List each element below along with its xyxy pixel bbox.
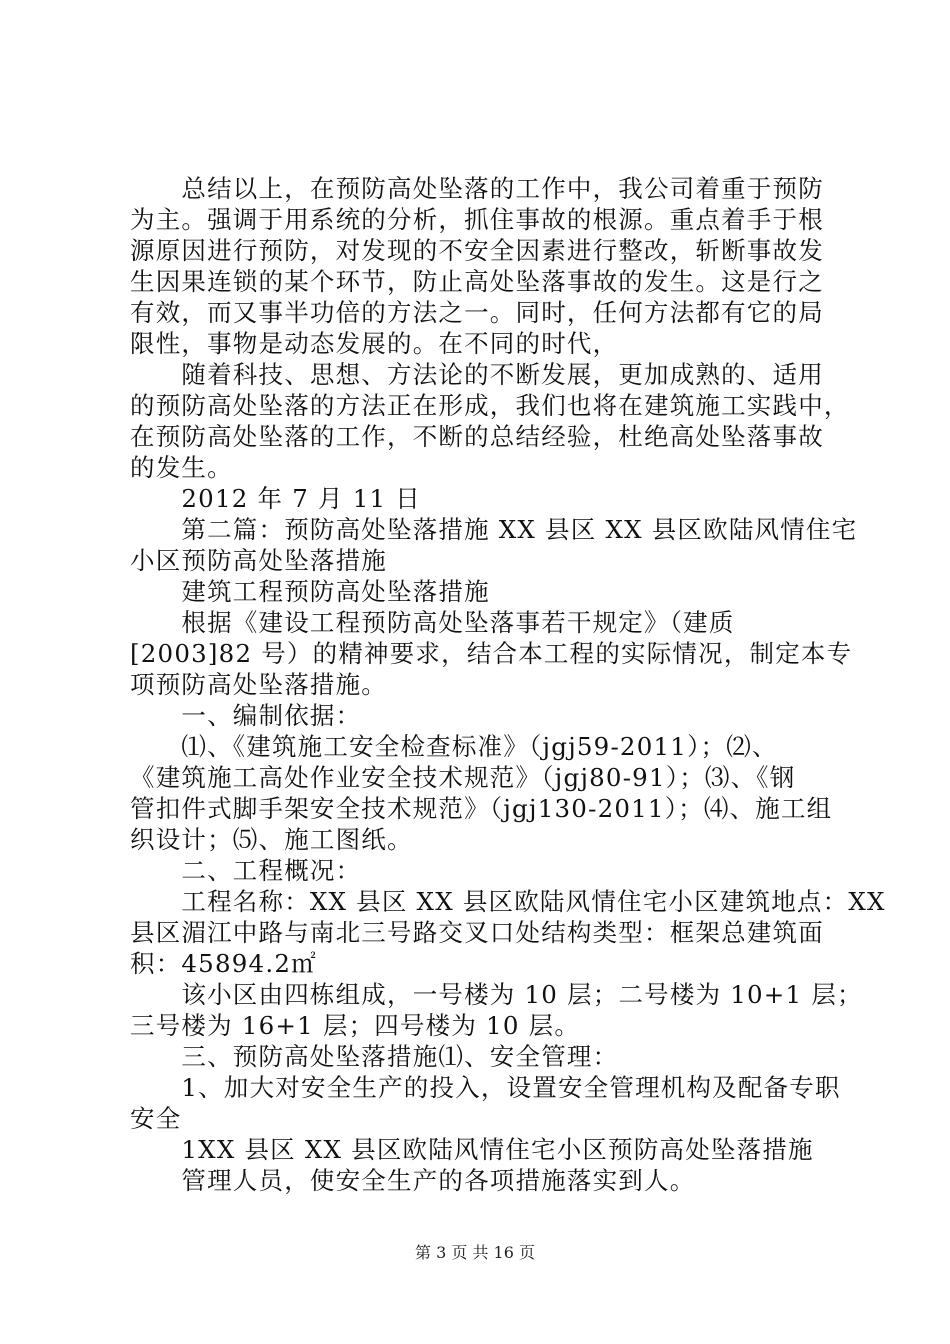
text-line: 在预防高处坠落的工作，不断的总结经验，杜绝高处坠落事故 [130, 422, 824, 451]
text-line: [2003]82 号）的精神要求，结合本工程的实际情况，制定本专 [130, 639, 853, 668]
text-line: 三号楼为 16+1 层；四号楼为 10 层。 [130, 1011, 581, 1040]
text-line: 织设计；⑸、施工图纸。 [130, 825, 413, 854]
text-line: 该小区由四栋组成，一号楼为 10 层；二号楼为 10+1 层； [130, 980, 863, 1009]
text-line: 生因果连锁的某个环节，防止高处坠落事故的发生。这是行之 [130, 267, 824, 296]
section-heading: 小区预防高处坠落措施 [130, 546, 387, 575]
text-line: 限性，事物是动态发展的。在不同的时代， [130, 329, 619, 358]
text-line: 总结以上，在预防高处坠落的工作中，我公司着重于预防 [130, 174, 824, 203]
list-heading: 二、工程概况： [130, 856, 362, 885]
text-line: 根据《建设工程预防高处坠落事若干规定》（建质 [130, 608, 735, 637]
text-line: 管扣件式脚手架安全技术规范》（jgj130-2011）；⑷、施工组 [130, 794, 833, 823]
text-line: 积：45894.2㎡ [130, 949, 317, 978]
text-line: 1XX 县区 XX 县区欧陆风情住宅小区预防高处坠落措施 [130, 1135, 814, 1164]
text-line: 工程名称：XX 县区 XX 县区欧陆风情住宅小区建筑地点：XX [130, 887, 886, 916]
text-line: 为主。强调于用系统的分析，抓住事故的根源。重点着手于根 [130, 205, 824, 234]
text-line: 源原因进行预防，对发现的不安全因素进行整改，斩断事故发 [130, 236, 824, 265]
text-line: 项预防高处坠落措施。 [130, 670, 387, 699]
date-line: 2012 年 7 月 11 日 [130, 484, 421, 513]
text-line: 的预防高处坠落的方法正在形成，我们也将在建筑施工实践中， [130, 391, 850, 420]
section-heading: 第二篇：预防高处坠落措施 XX 县区 XX 县区欧陆风情住宅 [130, 515, 858, 544]
page-number-footer: 第 3 页 共 16 页 [415, 1243, 535, 1262]
text-line: 安全 [130, 1104, 182, 1133]
text-line: 管理人员，使安全生产的各项措施落实到人。 [130, 1166, 696, 1195]
text-line: 的发生。 [130, 453, 233, 482]
subheading: 建筑工程预防高处坠落措施 [130, 577, 490, 606]
text-line: 县区湄江中路与南北三号路交叉口处结构类型：框架总建筑面 [130, 918, 824, 947]
text-line: 《建筑施工高处作业安全技术规范》（jgj80-91）；⑶、《钢 [130, 763, 796, 792]
text-line: 随着科技、思想、方法论的不断发展，更加成熟的、适用 [130, 360, 824, 389]
text-line: 1、加大对安全生产的投入，设置安全管理机构及配备专职 [130, 1073, 841, 1102]
list-heading: 三、预防高处坠落措施⑴、安全管理： [130, 1042, 619, 1071]
list-heading: 一、编制依据： [130, 701, 362, 730]
text-line: ⑴、《建筑施工安全检查标准》（jgj59-2011）；⑵、 [130, 732, 778, 761]
text-line: 有效，而又事半功倍的方法之一。同时，任何方法都有它的局 [130, 298, 824, 327]
